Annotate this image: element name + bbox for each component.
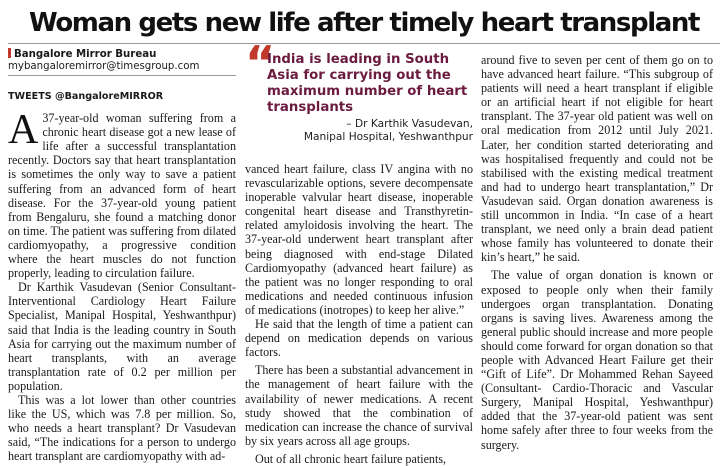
byline-rule xyxy=(8,75,236,76)
byline xyxy=(8,48,236,73)
byline-email[interactable]: mybangaloremirror@timesgroup.com xyxy=(8,61,200,72)
pull-quote-text: India is leading in South Asia for carrying out the maximum number of heart transplants xyxy=(267,52,468,115)
article-column-3 xyxy=(481,53,713,452)
article-paragraph: There has been a substantial advancement in the management of heart failure with the availability of newer medications. A recent study showed that the combination of medication can increase the chance of survival by six years across all age groups. xyxy=(245,363,473,448)
article-paragraph: This was a lot lower than other countries like the US, which was 7.8 per million. So, who needs a heart transplant? Dr Vasudevan said, “The indications for a person to undergo heart transplant are cardiomyopathy with ad- xyxy=(8,392,236,464)
article-headline: Woman gets new life after timely heart transplant xyxy=(28,8,699,38)
pull-quote-attribution-name: – Dr Karthik Vasudevan, xyxy=(346,118,473,130)
article-column-1 xyxy=(8,48,236,463)
article-paragraph: He said that the length of time a patient can depend on medication depends on various factors. xyxy=(245,317,473,360)
article-paragraph: Dr Karthik Vasudevan (Senior Consultant-Interventional Cardiology Heart Failure Specialist, Manipal Hospital, Yeshwanthpur) said that India is the leading country in South Asia for carrying out the maximum number of heart transplants, with an average transplantation rate of 0.2 per million per population. xyxy=(8,280,236,393)
article-column-2 xyxy=(245,36,473,466)
article-paragraph: vanced heart failure, class IV angina with no revascularizable options, severe decompensate inoperable valvular heart disease, inoperable congenital heart disease and Transthyretin-related amyloidosis involving the heart. The 37-year-old underwent heart transplant after being diagnosed with end-stage Dilated Cardiomyopathy (advanced heart failure) as the patient was no longer responding to oral medications and needed continuous infusion of medications (inotropes) to keep her alive.” xyxy=(245,162,473,317)
pull-quote-attribution-org: Manipal Hospital, Yeshwanthpur xyxy=(303,131,473,143)
pull-quote xyxy=(245,36,473,160)
article-paragraph: around five to seven per cent of them go on to have advanced heart failure. “This subgroup of patients will need a heart transplant if eligible or an artificial heart if not eligible for heart transplant. The 37-year old patient was well on oral medication from 2012 until July 2021. Later, her condition started deteriorating and was hospitalised frequently and could not be stabilised with the existing medical treatment and had to undergo heart transplantation,” Dr Vasudevan said. Organ donation awareness is still uncommon in India. “In case of a heart transplant, we need only a brain dead patient whose family has volunteered to donate their kin’s heart,” he said. xyxy=(481,53,713,265)
quote-mark-icon: “ xyxy=(245,36,276,90)
article-paragraph: Out of all chronic heart failure patients, xyxy=(255,451,447,466)
pull-quote-attribution xyxy=(267,118,473,144)
article-paragraph: A 37-year-old woman suffering from a chronic heart disease got a new lease of life after a successful transplantation recently. Doctors say that heart transplantation is sometimes the only way to save a patient suffering from an advanced form of heart disease. For the 37-year-old young patient from Bengaluru, she found a matching donor on time. The patient was suffering from dilated cardiomyopathy, a progressive condition where the heart muscles do not function properly, leading to circulation failure. xyxy=(8,107,236,281)
byline-bureau: Bangalore Mirror Bureau xyxy=(14,49,157,60)
byline-accent-bar xyxy=(8,48,11,58)
article-paragraph: The value of organ donation is known or exposed to people only when their family undergoes organ transplantation. Donating organs is saving lives. Awareness among the general public should increase and more people should come forward for organ donation so that people with Advanced Heart Failure get their “Gift of Life”. Dr Mohammed Rehan Sayeed (Consultant- Cardio-Thoracic and Vascular Surgery, Manipal Hospital, Yeshwanthpur) added that the 37-year-old patient was sent home safely after three to four weeks from the surgery. xyxy=(481,268,713,452)
twitter-handle[interactable]: TWEETS @BangaloreMIRROR xyxy=(8,91,164,102)
headline-rule xyxy=(8,43,720,44)
drop-cap: A xyxy=(8,107,39,154)
